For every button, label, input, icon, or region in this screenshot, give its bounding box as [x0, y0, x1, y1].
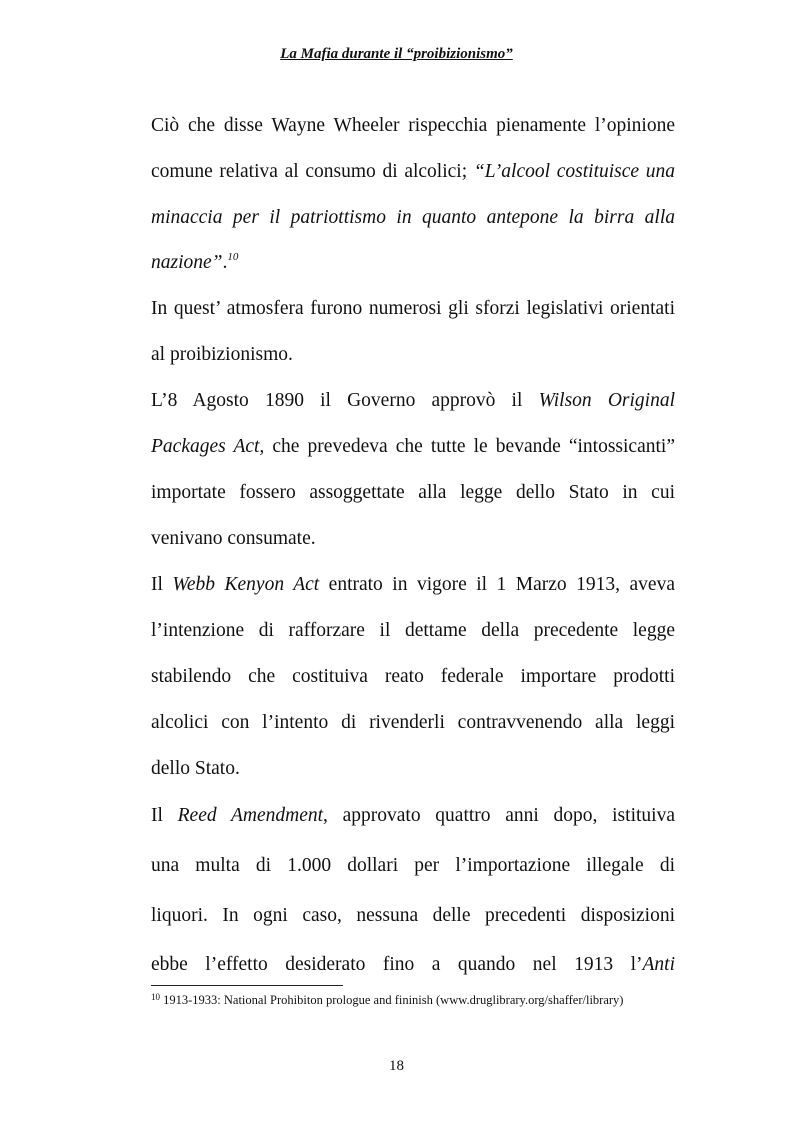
running-header: La Mafia durante il “proibizionismo” [280, 46, 513, 62]
text-line: l’intenzione di rafforzare il dettame della precedente legge [151, 620, 675, 641]
act-name: Reed Amendment [177, 805, 324, 826]
footnote-ref: 10 [227, 251, 239, 263]
quotation: “L’alcool costituisce una [473, 161, 676, 182]
page-number: 18 [389, 1058, 404, 1074]
text-line: nazione”.$^{10}$ [151, 251, 239, 273]
footnote-number: 10 [151, 992, 160, 1002]
text-line: L’8 Agosto 1890 il Governo approvò il Wilson Original [151, 390, 675, 411]
text-line: Packages Act, che prevedeva che tutte le bevande “intossicanti” [151, 436, 675, 457]
act-name: Packages Act, [151, 436, 265, 457]
text-line: al proibizionismo. [151, 344, 293, 365]
act-name: Anti [642, 954, 675, 975]
text-line: Il Reed Amendment, approvato quattro anni dopo, istituiva [151, 805, 675, 826]
text-line: importate fossero assoggettate alla legge dello Stato in cui [151, 482, 675, 503]
text-line: ebbe l’effetto desiderato fino a quando nel 1913 l’Anti [151, 954, 675, 975]
footnote-text: 1913-1933: National Prohibiton prologue and fininish (www.druglibrary.org/shaffer/library) [160, 993, 624, 1007]
text-line: liquori. In ogni caso, nessuna delle precedenti disposizioni [151, 905, 675, 926]
quotation: minaccia per il patriottismo in quanto antepone la birra alla [151, 207, 675, 228]
footnote [151, 993, 623, 1008]
text-line: comune relativa al consumo di alcolici; “L’alcool costituisce una [151, 161, 676, 182]
quotation: nazione” [151, 252, 223, 273]
text-line: venivano consumate. [151, 528, 316, 549]
text-line: Il Webb Kenyon Act entrato in vigore il 1 Marzo 1913, aveva [151, 574, 675, 595]
text-line: Ciò che disse Wayne Wheeler rispecchia pienamente l’opinione [151, 115, 675, 136]
text-line: In quest’ atmosfera furono numerosi gli sforzi legislativi orientati [151, 298, 675, 319]
act-name: Webb Kenyon Act [172, 574, 320, 595]
text-line: dello Stato. [151, 758, 240, 779]
text-line: stabilendo che costituiva reato federale importare prodotti [151, 666, 675, 687]
text-line: una multa di 1.000 dollari per l’importazione illegale di [151, 855, 675, 876]
text-line: alcolici con l’intento di rivenderli contravvenendo alla leggi [151, 712, 675, 733]
text-line [151, 206, 675, 230]
footnote-divider [151, 985, 343, 986]
act-name: Wilson Original [538, 390, 675, 411]
